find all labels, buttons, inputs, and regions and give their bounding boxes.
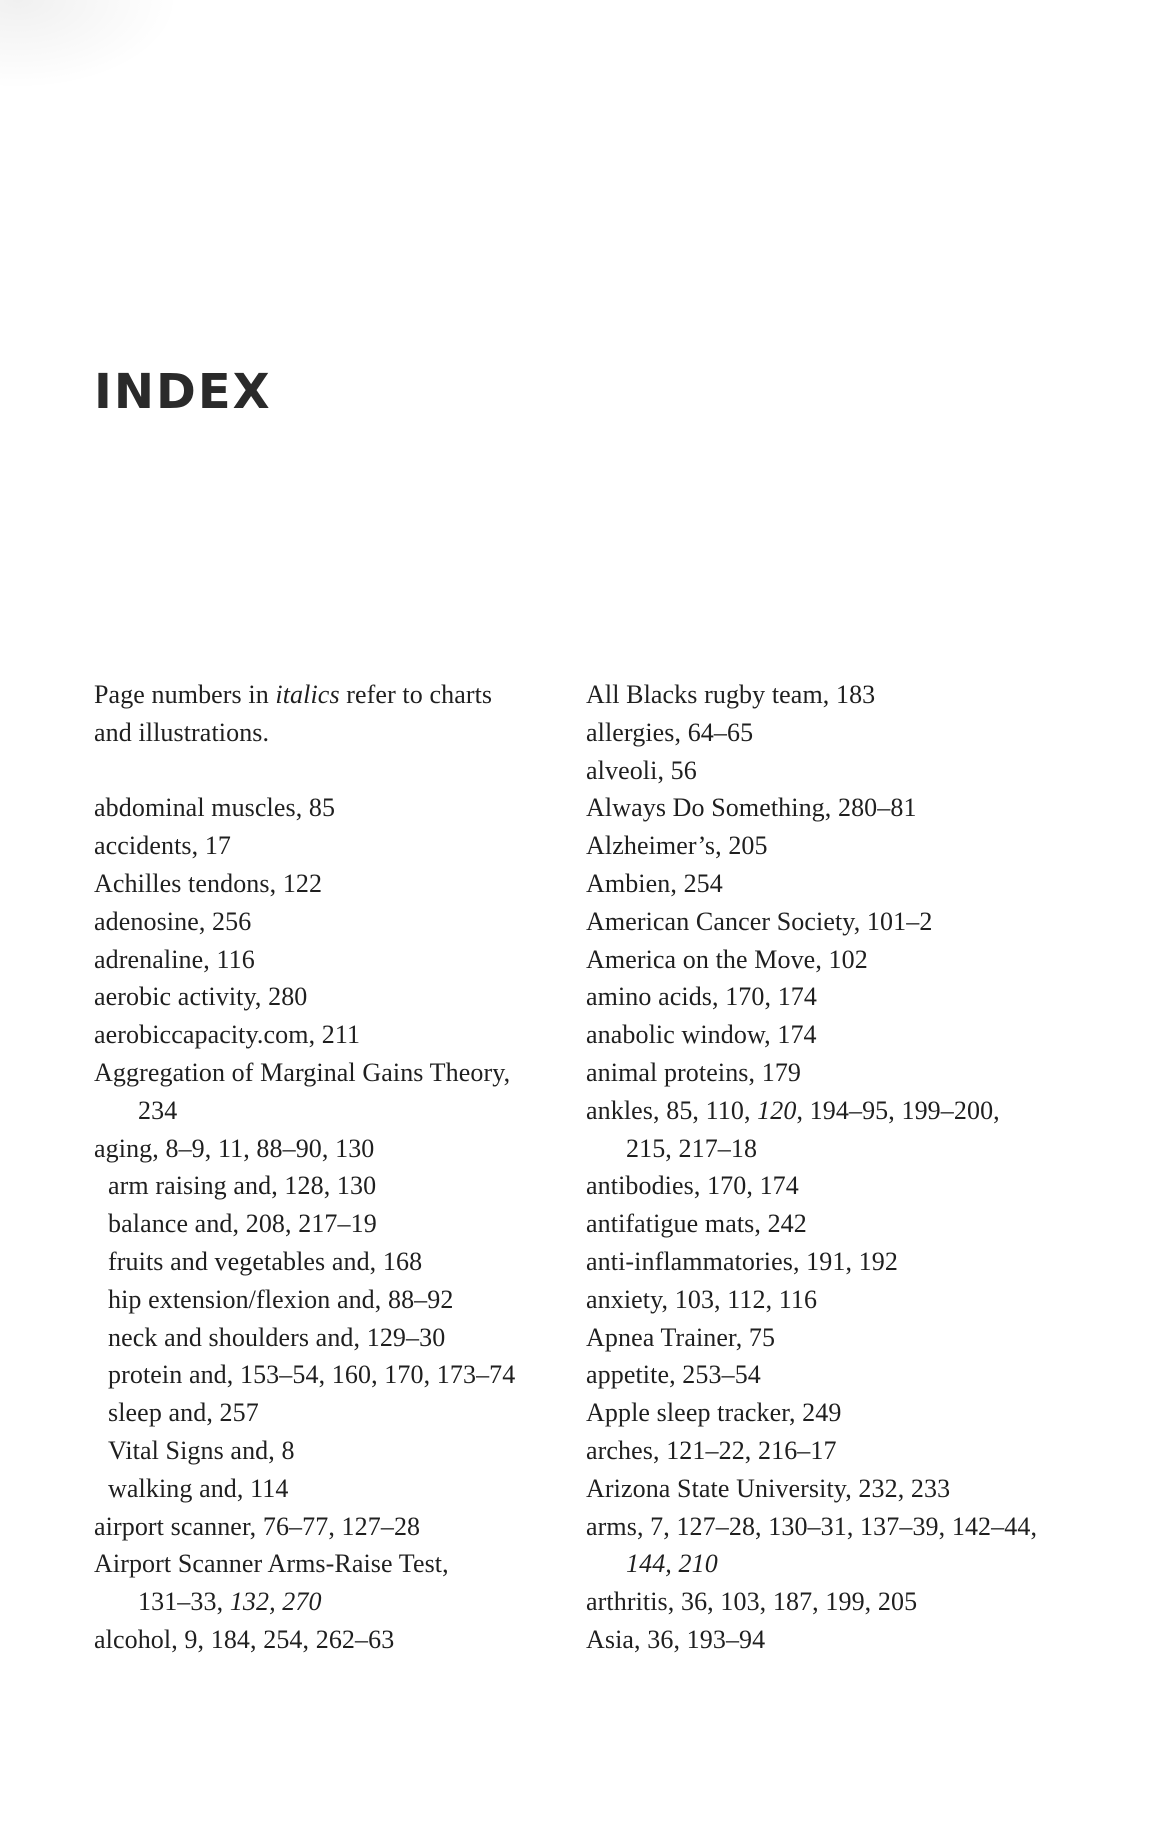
index-entry-asia: Asia, 36, 193–94 xyxy=(586,1624,766,1654)
index-entry-adrenaline: adrenaline, 116 xyxy=(94,944,255,974)
italics-note-after: refer to charts xyxy=(339,680,493,709)
index-entry-adenosine: adenosine, 256 xyxy=(94,906,252,936)
italic-page-refs: 132, 270 xyxy=(229,1587,322,1617)
index-entry-achilles-tendons: Achilles tendons, 122 xyxy=(94,868,323,898)
index-subentry-hip-extension: hip extension/flexion and, 88–92 xyxy=(108,1284,454,1314)
index-entry-america-on-the-move: America on the Move, 102 xyxy=(586,944,868,974)
index-column-left xyxy=(94,676,564,1659)
index-entry-alzheimers: Alzheimer’s, 205 xyxy=(586,831,768,861)
index-entry-apple-sleep-tracker: Apple sleep tracker, 249 xyxy=(586,1398,842,1428)
index-subentry-arm-raising: arm raising and, 128, 130 xyxy=(108,1171,377,1201)
index-entry-aerobiccapacity: aerobiccapacity.com, 211 xyxy=(94,1020,361,1050)
index-entry-amino-acids: amino acids, 170, 174 xyxy=(586,982,818,1012)
index-subentry-walking: walking and, 114 xyxy=(108,1473,289,1503)
index-entry-aging: aging, 8–9, 11, 88–90, 130 xyxy=(94,1133,375,1163)
index-subentry-vital-signs: Vital Signs and, 8 xyxy=(108,1435,295,1465)
index-entry-airport-scanner-test: Airport Scanner Arms-Raise Test, xyxy=(94,1549,449,1579)
scan-smudge xyxy=(0,0,180,90)
index-entry-arches: arches, 121–22, 216–17 xyxy=(586,1435,837,1465)
index-entry-apnea-trainer: Apnea Trainer, 75 xyxy=(586,1322,776,1352)
italics-note-italic: italics xyxy=(275,680,340,709)
index-entry-abdominal-muscles: abdominal muscles, 85 xyxy=(94,793,336,823)
index-entry-ambien: Ambien, 254 xyxy=(586,868,723,898)
index-entry-airport-scanner-test-cont xyxy=(94,1583,564,1621)
index-entry-ankles-cont: 215, 217–18 xyxy=(626,1133,758,1163)
index-entry-all-blacks: All Blacks rugby team, 183 xyxy=(586,680,876,709)
index-entry-anxiety: anxiety, 103, 112, 116 xyxy=(586,1284,818,1314)
index-entry-alveoli: alveoli, 56 xyxy=(586,755,697,785)
index-subentry-neck-shoulders: neck and shoulders and, 129–30 xyxy=(108,1322,446,1352)
italics-note-line-1 xyxy=(94,676,564,714)
index-column-right xyxy=(586,676,1076,1659)
index-entry-arms: arms, 7, 127–28, 130–31, 137–39, 142–44, xyxy=(586,1511,1038,1541)
index-entry-appetite: appetite, 253–54 xyxy=(586,1360,761,1390)
page-title: INDEX xyxy=(94,364,272,420)
italics-note-before: Page numbers in xyxy=(94,680,276,709)
page-refs: ankles, 85, 110, xyxy=(586,1095,758,1125)
index-entry-anabolic-window: anabolic window, 174 xyxy=(586,1020,817,1050)
index-entry-arms-cont: 144, 210 xyxy=(626,1549,718,1579)
index-subentry-protein: protein and, 153–54, 160, 170, 173–74 xyxy=(108,1360,516,1390)
index-entry-antifatigue-mats: antifatigue mats, 242 xyxy=(586,1209,807,1239)
index-entry-allergies: allergies, 64–65 xyxy=(586,717,754,747)
index-subentry-balance: balance and, 208, 217–19 xyxy=(108,1209,377,1239)
index-subentry-fruits-vegetables: fruits and vegetables and, 168 xyxy=(108,1246,423,1276)
index-entry-aggregation-cont: 234 xyxy=(138,1095,178,1125)
index-entry-animal-proteins: animal proteins, 179 xyxy=(586,1057,802,1087)
page-refs: 131–33, xyxy=(138,1587,230,1617)
index-entry-antibodies: antibodies, 170, 174 xyxy=(586,1171,799,1201)
index-entry-anti-inflammatories: anti-inflammatories, 191, 192 xyxy=(586,1246,898,1276)
page-refs-more: , 194–95, 199–200, xyxy=(796,1095,1000,1125)
index-entry-always-do-something: Always Do Something, 280–81 xyxy=(586,793,917,823)
index-entry-arizona-state: Arizona State University, 232, 233 xyxy=(586,1473,951,1503)
index-entry-airport-scanner: airport scanner, 76–77, 127–28 xyxy=(94,1511,421,1541)
index-entry-aggregation: Aggregation of Marginal Gains Theory, xyxy=(94,1057,511,1087)
index-entry-arthritis: arthritis, 36, 103, 187, 199, 205 xyxy=(586,1587,918,1617)
index-entry-alcohol: alcohol, 9, 184, 254, 262–63 xyxy=(94,1624,395,1654)
italic-page-ref: 120 xyxy=(757,1095,797,1125)
index-entry-accidents: accidents, 17 xyxy=(94,831,232,861)
index-subentry-sleep: sleep and, 257 xyxy=(108,1398,259,1428)
index-entry-ankles xyxy=(586,1092,1076,1130)
italics-note-line-2: and illustrations. xyxy=(94,717,270,747)
spacer xyxy=(94,752,564,790)
index-entry-american-cancer-society: American Cancer Society, 101–2 xyxy=(586,906,933,936)
index-entry-aerobic-activity: aerobic activity, 280 xyxy=(94,982,308,1012)
